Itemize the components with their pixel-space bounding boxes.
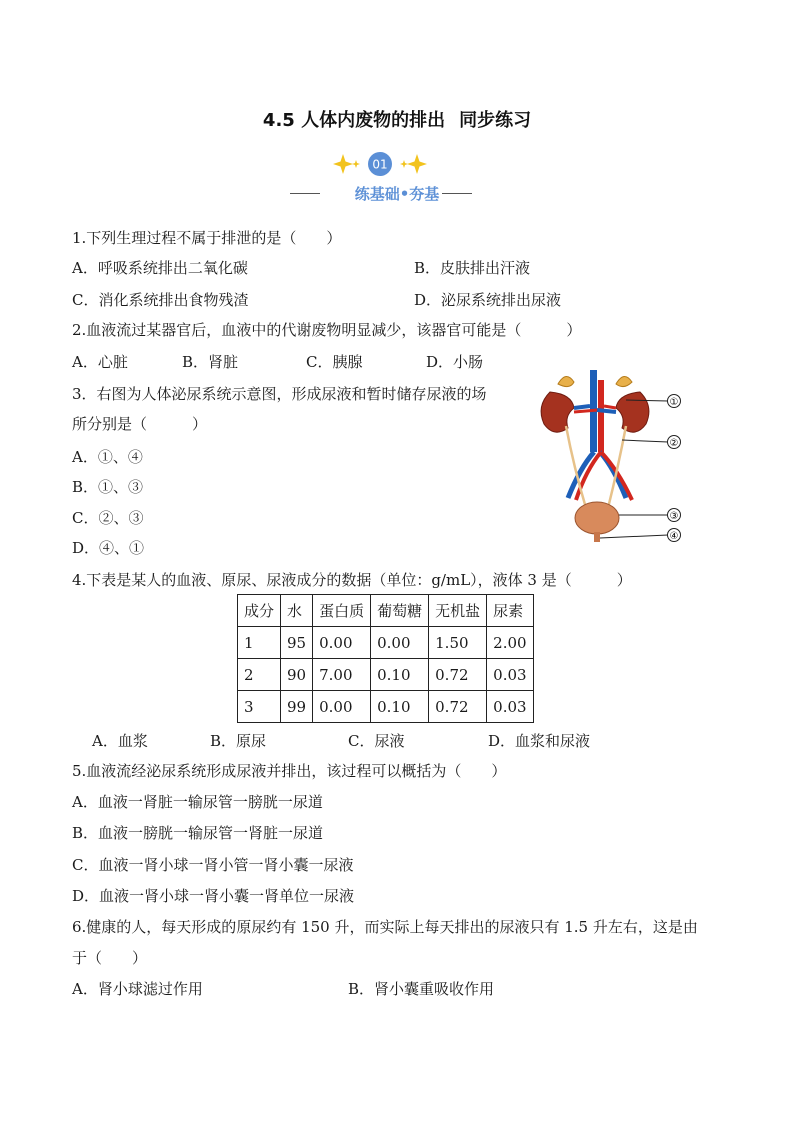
q1-option-d: D．泌尿系统排出尿液 — [414, 291, 562, 309]
q3-stem-line1: 3．右图为人体泌尿系统示意图，形成尿液和暂时储存尿液的场 — [72, 385, 487, 403]
table-cell: 0.00 — [313, 627, 371, 659]
q5-option-a: A．血液一肾脏一输尿管一膀胱一尿道 — [72, 793, 323, 811]
q2-option-d: D．小肠 — [426, 353, 484, 371]
figure-label-2: ② — [669, 438, 679, 449]
table-cell: 0.72 — [429, 691, 487, 723]
urinary-system-figure — [528, 368, 688, 548]
table-cell: 7.00 — [313, 659, 371, 691]
table-row — [238, 627, 534, 659]
q6-stem-line1: 6.健康的人，每天形成的原尿约有 150 升，而实际上每天排出的尿液只有 1.5 升左右，这是由 — [72, 918, 698, 936]
q2-option-c: C．胰腺 — [306, 353, 363, 371]
q3-option-a: A．①、④ — [72, 448, 143, 466]
q3-stem-line2: 所分别是（ ） — [72, 415, 208, 433]
badge-number: 01 — [372, 157, 388, 172]
table-header-row — [238, 595, 534, 627]
table-cell: 0.72 — [429, 659, 487, 691]
q6-option-b: B．肾小囊重吸收作用 — [348, 980, 495, 998]
composition-table — [237, 594, 534, 723]
table-header-cell: 尿素 — [487, 595, 533, 627]
q5-option-b: B．血液一膀胱一输尿管一肾脏一尿道 — [72, 824, 324, 842]
section-badge — [330, 150, 430, 178]
title-main: 4.5 人体内废物的排出 — [262, 110, 446, 131]
table-cell: 3 — [238, 691, 281, 723]
q4-option-d: D．血浆和尿液 — [488, 732, 591, 750]
table-cell: 0.03 — [487, 659, 533, 691]
q2-option-b: B．肾脏 — [182, 353, 239, 371]
table-cell: 2 — [238, 659, 281, 691]
q3-option-d: D．④、① — [72, 539, 145, 557]
table-cell: 1.50 — [429, 627, 487, 659]
table-cell: 0.03 — [487, 691, 533, 723]
q6-stem-line2: 于（ ） — [72, 949, 148, 967]
table-header-cell: 葡萄糖 — [371, 595, 429, 627]
table-row — [238, 659, 534, 691]
table-cell: 0.00 — [313, 691, 371, 723]
title-sub: 同步练习 — [459, 110, 532, 131]
q4-option-b: B．原尿 — [210, 732, 267, 750]
q3-option-c: C．②、③ — [72, 509, 144, 527]
q5-option-d: D．血液一肾小球一肾小囊一肾单位一尿液 — [72, 887, 355, 905]
table-header-cell: 水 — [281, 595, 313, 627]
q4-stem: 4.下表是某人的血液、原尿、尿液成分的数据（单位：g/mL），液体 3 是（ ） — [72, 571, 632, 589]
table-header-cell: 成分 — [238, 595, 281, 627]
table-cell: 99 — [281, 691, 313, 723]
q4-option-c: C．尿液 — [348, 732, 405, 750]
figure-label-1: ① — [669, 397, 679, 408]
table-cell: 95 — [281, 627, 313, 659]
q6-option-a: A．肾小球滤过作用 — [72, 980, 203, 998]
table-header-cell: 无机盐 — [429, 595, 487, 627]
section-label: 练基础•夯基 — [354, 185, 440, 203]
q2-option-a: A．心脏 — [72, 353, 128, 371]
table-row — [238, 691, 534, 723]
q1-stem: 1.下列生理过程不属于排泄的是（ ） — [72, 229, 342, 247]
figure-label-3: ③ — [669, 511, 679, 522]
table-cell: 0.10 — [371, 659, 429, 691]
page-title — [0, 106, 794, 132]
table-header-cell: 蛋白质 — [313, 595, 371, 627]
q1-option-a: A．呼吸系统排出二氧化碳 — [72, 259, 248, 277]
q5-option-c: C．血液一肾小球一肾小管一肾小囊一尿液 — [72, 856, 354, 874]
q1-option-c: C．消化系统排出食物残渣 — [72, 291, 249, 309]
q2-stem: 2.血液流过某器官后，血液中的代谢废物明显减少，该器官可能是（ ） — [72, 321, 582, 339]
q4-option-a: A．血浆 — [92, 732, 148, 750]
figure-label-4: ④ — [669, 531, 679, 542]
q5-stem: 5.血液流经泌尿系统形成尿液并排出，该过程可以概括为（ ） — [72, 762, 507, 780]
table-cell: 2.00 — [487, 627, 533, 659]
table-cell: 0.10 — [371, 691, 429, 723]
table-cell: 90 — [281, 659, 313, 691]
table-cell: 0.00 — [371, 627, 429, 659]
table-cell: 1 — [238, 627, 281, 659]
q3-option-b: B．①、③ — [72, 478, 144, 496]
q1-option-b: B．皮肤排出汗液 — [414, 259, 531, 277]
